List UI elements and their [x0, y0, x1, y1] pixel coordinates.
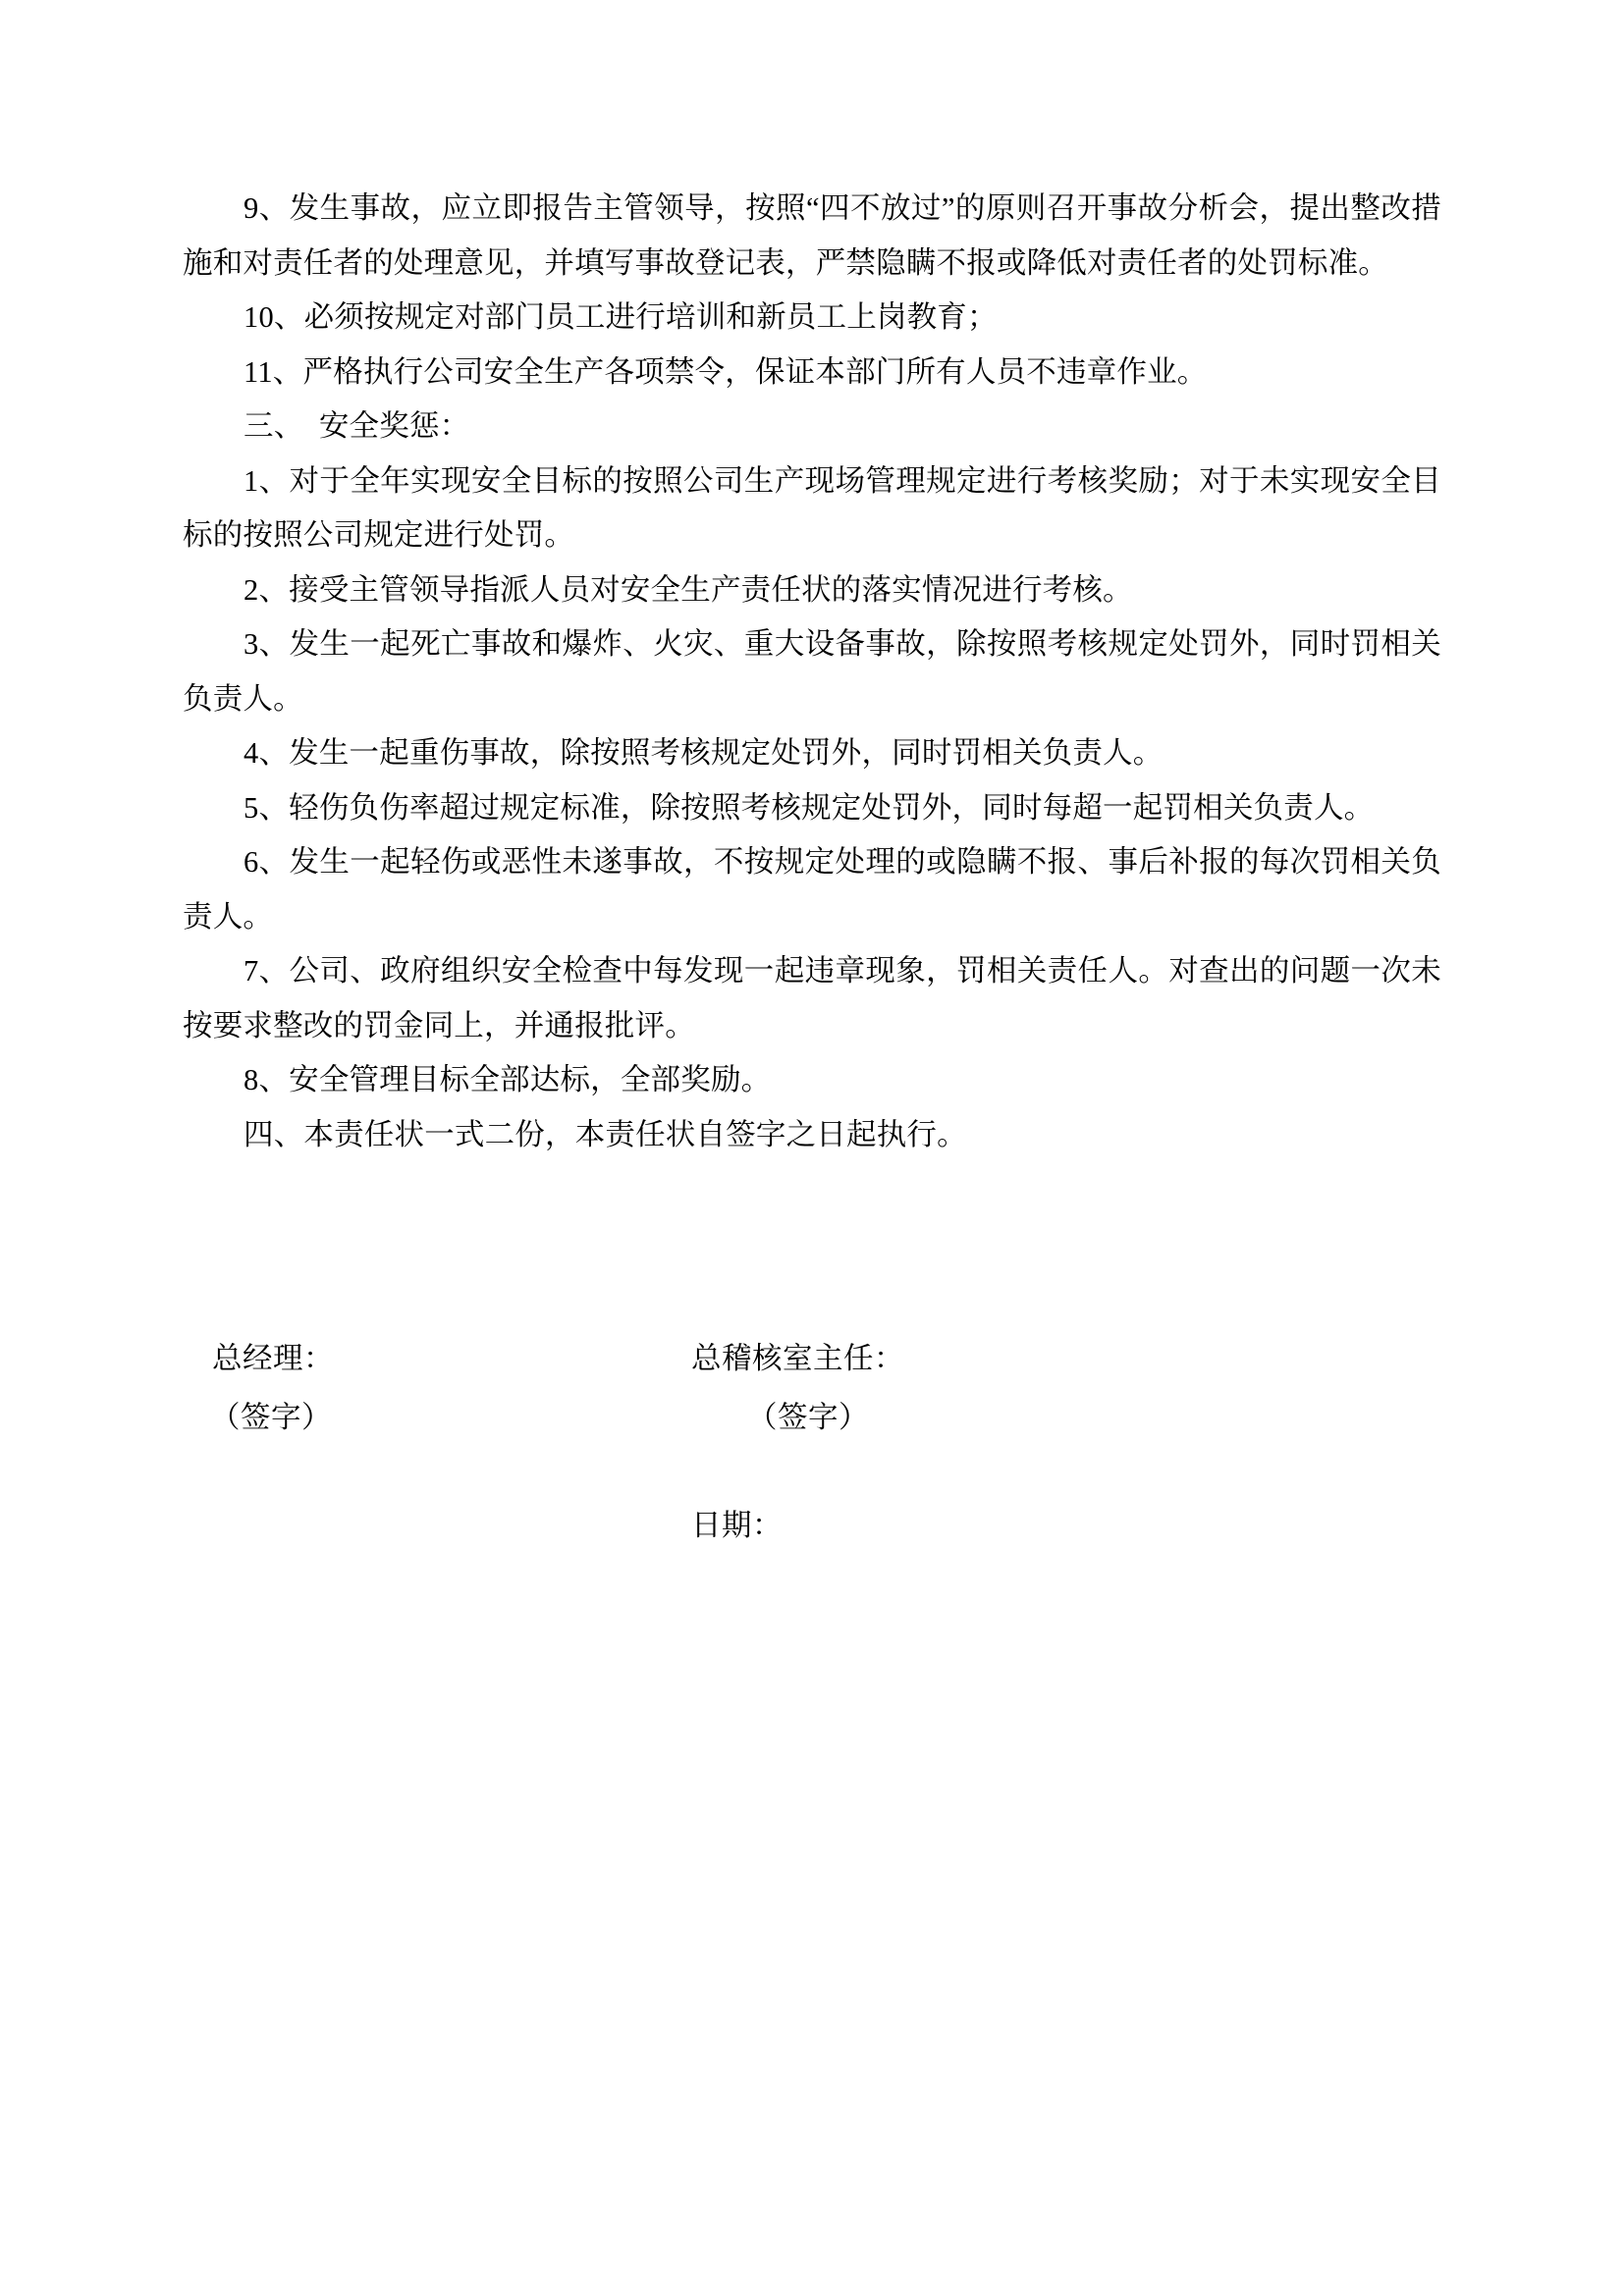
chief-audit-director-label: 总稽核室主任： — [691, 1342, 904, 1375]
paragraph-reward-item-1: 1、对于全年实现安全目标的按照公司生产现场管理规定进行考核奖励；对于未实现安全目标的按照公司规定进行处罚。 — [183, 463, 1441, 552]
paragraph-item-10: 10、必须按规定对部门员工进行培训和新员工上岗教育； — [244, 300, 998, 334]
paragraph-reward-item-4: 4、发生一起重伤事故，除按照考核规定处罚外，同时罚相关负责人。 — [244, 736, 1164, 770]
paragraph-item-9: 9、发生事故，应立即报告主管领导，按照“四不放过”的原则召开事故分析会，提出整改措施和对责任者的处理意见，并填写事故登记表，严禁隐瞒不报或降低对责任者的处罚标准。 — [183, 191, 1441, 280]
chief-audit-director-signature-hint: （签字） — [747, 1401, 869, 1434]
general-manager-signature-hint: （签字） — [210, 1401, 332, 1434]
paragraph-reward-item-7: 7、公司、政府组织安全检查中每发现一起违章现象，罚相关责任人。对查出的问题一次未按要求整改的罚金同上，并通报批评。 — [183, 954, 1441, 1042]
signature-date-row — [183, 1496, 1441, 1555]
signature-block — [183, 1329, 1441, 1555]
paragraph-section-four: 四、本责任状一式二份，本责任状自签字之日起执行。 — [244, 1117, 967, 1151]
paragraph-reward-item-2: 2、接受主管领导指派人员对安全生产责任状的落实情况进行考核。 — [244, 572, 1133, 607]
signature-hint-row — [183, 1388, 1441, 1447]
document-body — [183, 182, 1441, 1162]
signature-name-row — [183, 1329, 1441, 1388]
date-label: 日期： — [691, 1509, 783, 1542]
general-manager-label: 总经理： — [212, 1342, 334, 1375]
paragraph-reward-item-5: 5、轻伤负伤率超过规定标准，除按照考核规定处罚外，同时每超一起罚相关负责人。 — [244, 790, 1375, 825]
signature-spacer — [183, 1162, 1441, 1329]
paragraph-reward-item-6: 6、发生一起轻伤或恶性未遂事故，不按规定处理的或隐瞒不报、事后补报的每次罚相关负责人。 — [183, 845, 1441, 934]
paragraph-reward-item-8: 8、安全管理目标全部达标，全部奖励。 — [244, 1063, 772, 1096]
paragraph-item-11: 11、严格执行公司安全生产各项禁令，保证本部门所有人员不违章作业。 — [244, 354, 1208, 389]
section-heading-three: 三、 安全奖惩： — [244, 409, 470, 443]
paragraph-reward-item-3: 3、发生一起死亡事故和爆炸、火灾、重大设备事故，除按照考核规定处罚外，同时罚相关负责人。 — [183, 627, 1441, 716]
